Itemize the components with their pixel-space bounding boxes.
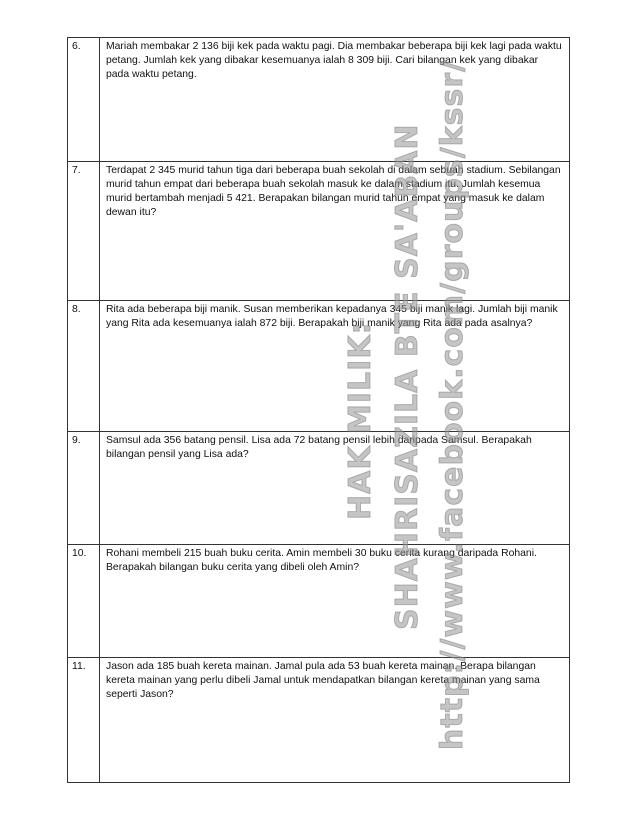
- watermark-owner-name: SHAHRISAZILA BTE SA'ABAN: [390, 123, 425, 630]
- question-text: Mariah membakar 2 136 biji kek pada waktu pagi. Dia membakar beberapa biji kek lagi pada waktu petang. Jumlah kek yang dibakar kesemuanya ialah 8 309 biji. Cari bilangan kek yang dibakar pada waktu petang.: [100, 38, 570, 162]
- question-text: Rohani membeli 215 buah buku cerita. Amin membeli 30 buku cerita kurang daripada Rohani. Berapakah bilangan buku cerita yang dibeli oleh Amin?: [100, 545, 570, 658]
- question-table: [67, 37, 570, 783]
- question-row: [68, 162, 570, 301]
- question-row: [68, 301, 570, 432]
- question-text: Rita ada beberapa biji manik. Susan memberikan kepadanya 345 biji manik lagi. Jumlah biji manik yang Rita ada kesemuanya ialah 872 biji. Berapakah biji manik yang Rita ada pada asalnya?: [100, 301, 570, 432]
- question-text: Jason ada 185 buah kereta mainan. Jamal pula ada 53 buah kereta mainan. Berapa bilangan kereta mainan yang perlu dibeli Jamal untuk mendapatkan bilangan kereta mainan yang sama seperti Jason?: [100, 658, 570, 783]
- question-row: [68, 38, 570, 162]
- question-text: Terdapat 2 345 murid tahun tiga dari beberapa buah sekolah di dalam sebuah stadium. Sebilangan murid tahun empat dari beberapa buah sekolah masuk ke dalam stadium itu. Jumlah kesemua murid bertambah menjadi 5 421. Berapakan bilangan murid tahun empat yang masuk ke dalam dewan itu?: [100, 162, 570, 301]
- question-number: 7.: [68, 162, 100, 301]
- question-number: 11.: [68, 658, 100, 783]
- watermark-owner-label: HAK MILIK:: [343, 321, 378, 520]
- question-number: 10.: [68, 545, 100, 658]
- question-text: Samsul ada 356 batang pensil. Lisa ada 72 batang pensil lebih daripada Samsul. Berapakah bilangan pensil yang Lisa ada?: [100, 432, 570, 545]
- question-row: [68, 658, 570, 783]
- watermark-url: http://www.facebook.com/groups/kssr/: [435, 59, 470, 750]
- question-number: 6.: [68, 38, 100, 162]
- question-number: 8.: [68, 301, 100, 432]
- question-number: 9.: [68, 432, 100, 545]
- question-row: [68, 545, 570, 658]
- question-row: [68, 432, 570, 545]
